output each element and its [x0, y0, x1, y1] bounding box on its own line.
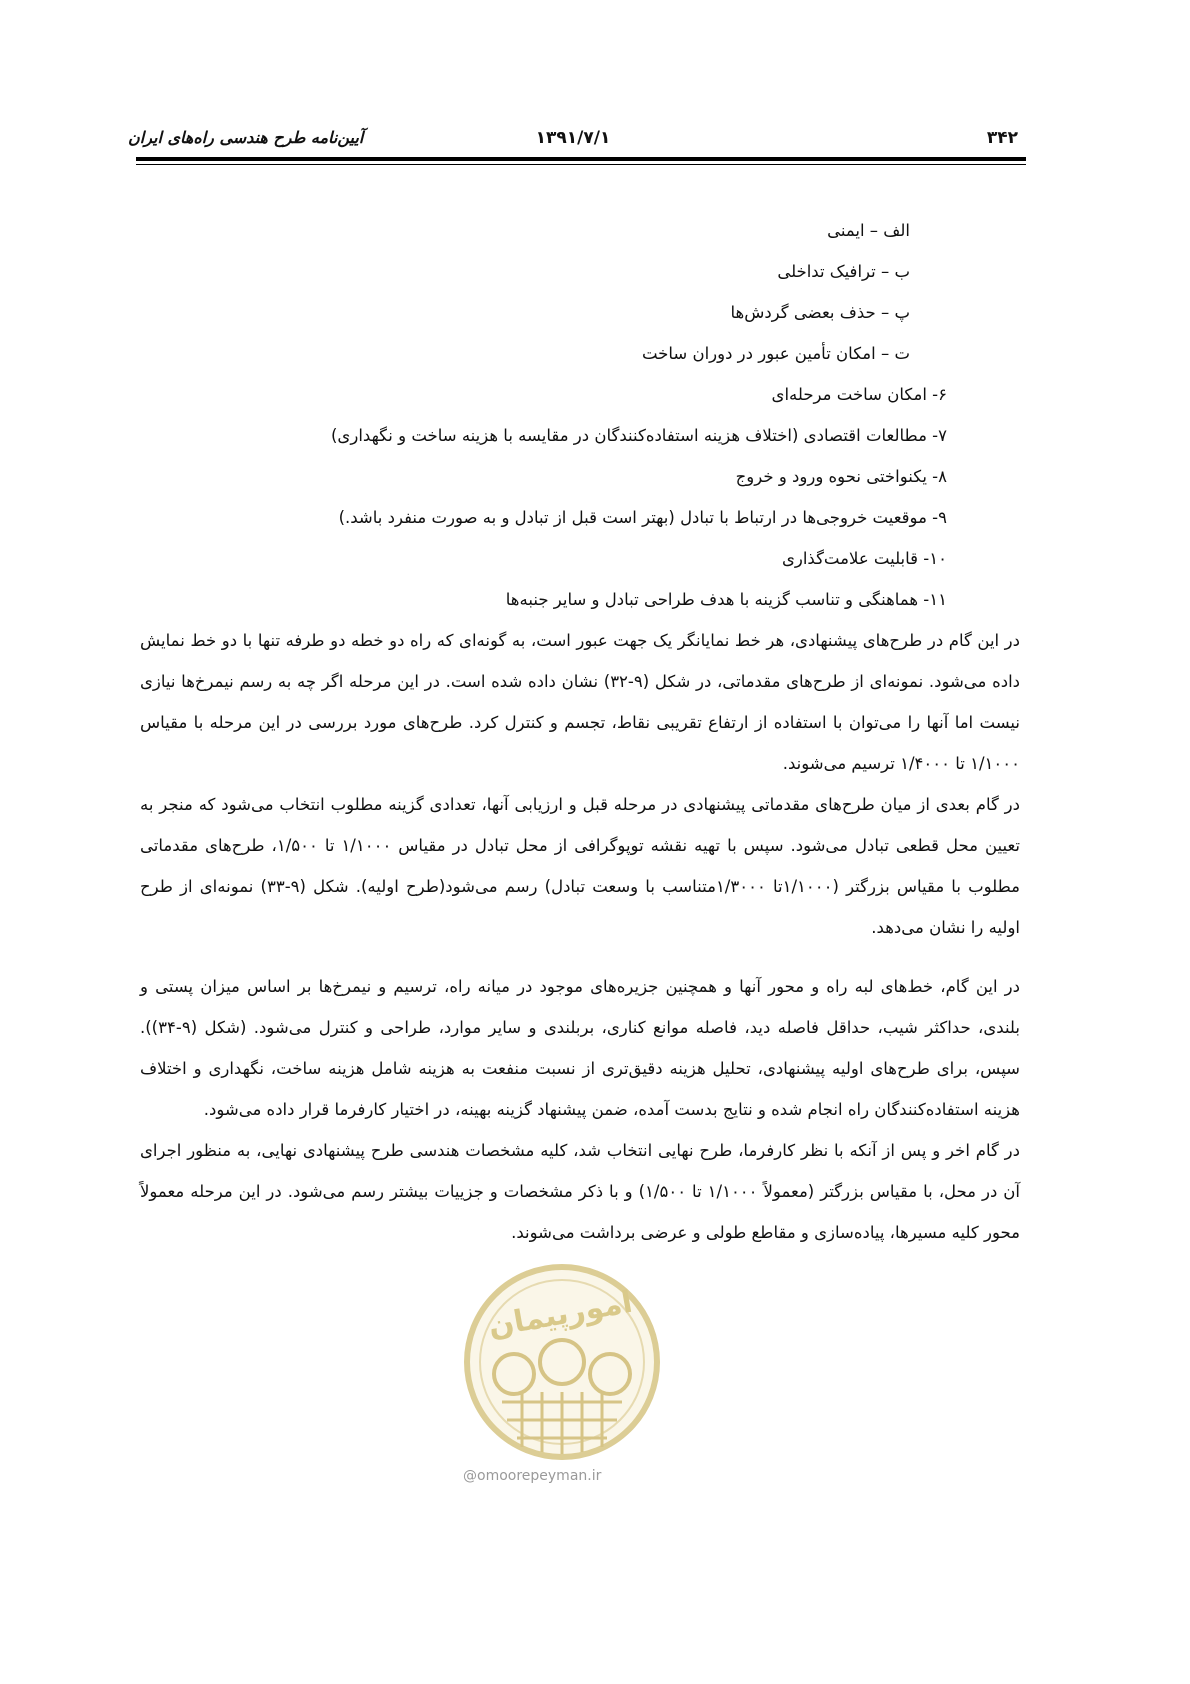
header-date: ۱۳۹۱/۷/۱ — [535, 128, 611, 148]
numbered-item: ۱۱- هماهنگی و تناسب گزینه با هدف طراحی تبادل و سایر جنبه‌ها — [505, 590, 947, 609]
watermark: @omoorepeyman.ir — [463, 1468, 602, 1484]
page-header — [128, 128, 1018, 168]
numbered-item: ۷- مطالعات اقتصادی (اختلاف هزینه استفاده‌کنندگان در مقایسه با هزینه ساخت و نگهداری) — [331, 426, 947, 445]
sub-item: ب – ترافیک تداخلی — [777, 262, 910, 281]
numbered-item: ۶- امکان ساخت مرحله‌ای — [771, 385, 947, 404]
numbered-item: ۸- یکنواختی نحوه ورود و خروج — [735, 467, 947, 486]
paragraph-gap — [140, 948, 1020, 966]
page-number: ۳۴۲ — [986, 128, 1018, 148]
sub-item: ت – امکان تأمین عبور در دوران ساخت — [641, 344, 910, 363]
header-rule-thin — [136, 164, 1026, 165]
paragraph: در این گام، خط‌های لبه راه و محور آنها و همچنین جزیره‌های موجود در میانه راه، ترسیم و نیمرخ‌ها بر اساس میزان پستی و بلندی، حداکثر شیب، حداقل فاصله دید، فاصله موانع کناری، بربلندی و سایر موارد، طراحی و کنترل می‌شود. (شکل (۹-۳۴)). سپس، برای طرح‌های اولیه پیشنهادی، تحلیل هزینه دقیق‌تری از نسبت منفعت به هزینه شامل هزینه ساخت، نگهداری و اختلاف هزینه استفاده‌کنندگان راه انجام شده و نتایج بدست آمده، ضمن پیشنهاد گزینه بهینه، در اختیار کارفرما قرار داده می‌شود. — [140, 977, 1020, 1119]
omoorepeyman-logo — [462, 1262, 662, 1462]
logo-text: امورپیمان — [485, 1284, 636, 1345]
numbered-item: ۹- موقعیت خروجی‌ها در ارتباط با تبادل (بهتر است قبل از تبادل و به صورت منفرد باشد.) — [338, 508, 947, 527]
document-body — [140, 210, 1020, 1253]
paragraph: در گام بعدی از میان طرح‌های مقدماتی پیشنهادی در مرحله قبل و ارزیابی آنها، تعدادی گزینه مطلوب انتخاب می‌شود که منجر به تعیین محل قطعی تبادل می‌شود. سپس با تهیه نقشه توپوگرافی از محل تبادل در مقیاس ۱/۱۰۰۰ تا ۱/۵۰۰، طرح‌های مقدماتی مطلوب با مقیاس بزرگتر (۱/۱۰۰۰تا ۱/۳۰۰۰متناسب با وسعت تبادل) رسم می‌شود(طرح اولیه). شکل (۹-۳۳) نمونه‌ای از طرح اولیه را نشان می‌دهد. — [140, 795, 1021, 937]
paragraph: در گام اخر و پس از آنکه با نظر کارفرما، طرح نهایی انتخاب شد، کلیه مشخصات هندسی طرح پیشنهادی نهایی، به منظور اجرای آن در محل، با مقیاس بزرگتر (معمولاً ۱/۱۰۰۰ تا ۱/۵۰۰) و با ذکر مشخصات و جزییات بیشتر رسم می‌شود. در این مرحله معمولاً محور کلیه مسیرها، پیاده‌سازی و مقاطع طولی و عرضی برداشت می‌شوند. — [140, 1141, 1021, 1242]
header-title: آیین‌نامه طرح هندسی راه‌های ایران — [128, 128, 364, 147]
header-rule-thick — [136, 157, 1026, 161]
sub-item: پ – حذف بعضی گردش‌ها — [730, 303, 910, 322]
numbered-item-list — [140, 374, 1020, 620]
sub-item-list — [140, 210, 1020, 374]
paragraph: در این گام در طرح‌های پیشنهادی، هر خط نمایانگر یک جهت عبور است، به گونه‌ای که راه دو خطه دو طرفه تنها با دو خط نمایش داده می‌شود. نمونه‌ای از طرح‌های مقدماتی، در شکل (۹-۳۲) نشان داده شده است. در این مرحله اگر چه به رسم نیمرخ‌ها نیازی نیست اما آنها را می‌توان با استفاده از ارتفاع تقریبی نقاط، تجسم و کنترل کرد. طرح‌های مورد بررسی در این مرحله با مقیاس ۱/۱۰۰۰ تا ۱/۴۰۰۰ ترسیم می‌شوند. — [140, 631, 1020, 773]
sub-item: الف – ایمنی — [827, 221, 910, 240]
numbered-item: ۱۰- قابلیت علامت‌گذاری — [781, 549, 947, 568]
